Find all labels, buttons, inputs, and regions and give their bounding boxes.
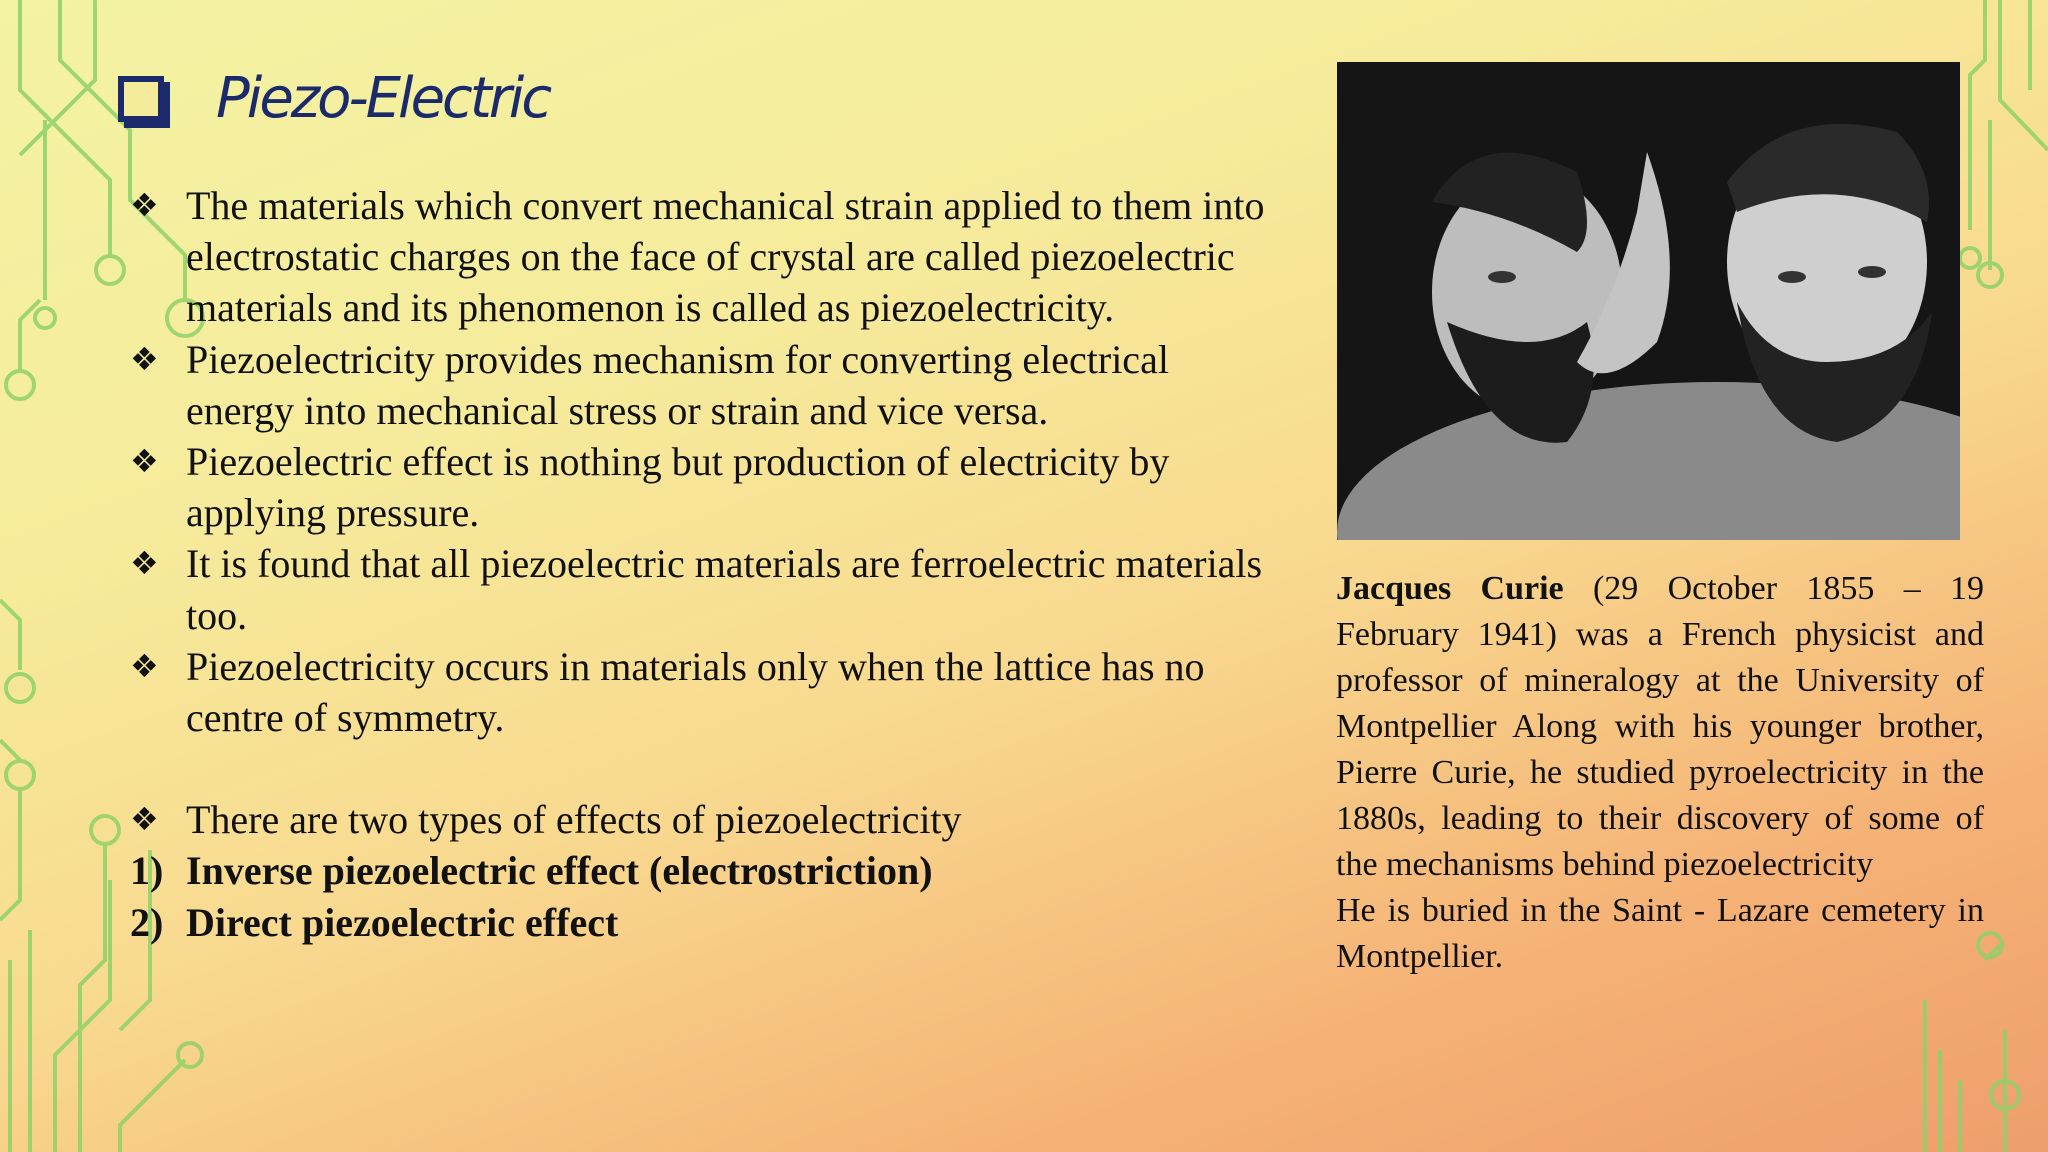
diamond-bullet-icon: ❖ bbox=[130, 544, 159, 583]
diamond-bullet-icon: ❖ bbox=[130, 186, 159, 224]
item-number: 1) bbox=[130, 848, 164, 894]
bio-caption bbox=[1336, 566, 1984, 980]
bullet-text: It is found that all piezoelectric materials are ferroelectric materials too. bbox=[186, 541, 1263, 638]
bio-text: (29 October 1855 – 19 February 1941) was a French physicist and professor of mineralogy at the University of Montpellier Along with his younger brother, Pierre Curie, he studied pyroelectricity in the 1880s, leading to their discovery of some of the mechanisms behind piezoelectricity bbox=[1336, 570, 1985, 883]
numbered-item bbox=[130, 845, 1280, 896]
diamond-bullet-icon: ❖ bbox=[130, 646, 159, 685]
diamond-bullet-icon: ❖ bbox=[130, 339, 159, 378]
diamond-bullet-icon: ❖ bbox=[130, 442, 159, 481]
item-text: Direct piezoelectric effect bbox=[186, 899, 619, 945]
bullet-text: Piezoelectric effect is nothing but production of electricity by applying pressure. bbox=[186, 439, 1170, 536]
item-number: 2) bbox=[130, 899, 164, 945]
bullet-text: The materials which convert mechanical strain applied to them into electrostatic charges on the face of crystal are called piezoelectric materials and its phenomenon is called as piezoelectricity. bbox=[186, 183, 1265, 331]
bullet-item bbox=[130, 180, 1280, 334]
diamond-bullet-icon: ❖ bbox=[130, 800, 159, 839]
bullet-item bbox=[130, 641, 1280, 743]
bullet-item bbox=[130, 794, 1280, 845]
bullet-text: Piezoelectricity occurs in materials only when the lattice has no centre of symmetry. bbox=[186, 643, 1205, 741]
item-text: Inverse piezoelectric effect (electrostriction) bbox=[186, 848, 933, 894]
bullet-item bbox=[130, 436, 1280, 538]
bullet-text: Piezoelectricity provides mechanism for converting electrical energy into mechanical stress or strain and vice versa. bbox=[186, 336, 1169, 433]
numbered-item bbox=[130, 897, 1280, 948]
bullet-text: There are two types of effects of piezoelectricity bbox=[186, 797, 962, 843]
bullet-item bbox=[130, 334, 1280, 436]
bullet-list bbox=[130, 180, 1280, 948]
bio-name: Jacques Curie bbox=[1336, 570, 1564, 607]
slide-title: Piezo-Electric bbox=[216, 66, 550, 131]
bio-burial: He is buried in the Saint - Lazare cemetery in Montpellier. bbox=[1336, 892, 1984, 975]
title-row bbox=[118, 66, 549, 131]
curie-brothers-photo bbox=[1337, 62, 1960, 540]
bullet-item bbox=[130, 538, 1280, 640]
checkbox-bullet-icon bbox=[118, 76, 164, 122]
